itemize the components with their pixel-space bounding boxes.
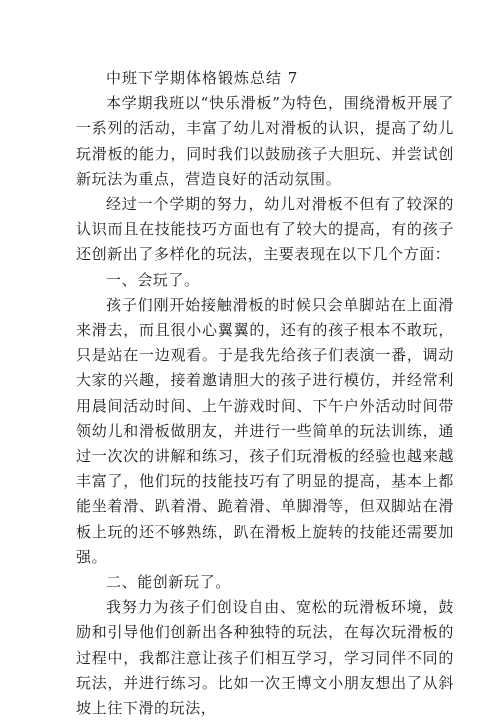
document-title: 中班下学期体格锻炼总结 7 [106, 69, 299, 87]
section-heading-2: 二、能创新玩了。 [106, 573, 231, 592]
paragraph-section-2: 我努力为孩子们创设自由、宽松的玩滑板环境，鼓励和引导他们创新出各种独特的玩法，在每次玩滑板的过程中，我都注意让孩子们相互学习，学习同伴不同的玩法，并进行练习。比如一次王博文小朋友想出了从斜坡上往下滑的玩法， [76, 598, 454, 718]
paragraph-section-1: 孩子们刚开始接触滑板的时候只会单脚站在上面滑来滑去，而且很小心翼翼的，还有的孩子根本不敢玩，只是站在一边观看。于是我先给孩子们表演一番，调动大家的兴趣，接着邀请胆大的孩子进行模仿，并经常利用晨间活动时间、上午游戏时间、下午户外活动时间带领幼儿和滑板做朋友，并进行一些简单的玩法训练，通过一次次的讲解和练习，孩子们玩滑板的经验也越来越丰富了，他们玩的技能技巧有了明显的提高，基本上都能坐着滑、趴着滑、跪着滑、单脚滑等，但双脚站在滑板上玩的还不够熟练，趴在滑板上旋转的技能还需要加强。 [76, 295, 454, 566]
paragraph-intro: 本学期我班以“快乐滑板”为特色，围绕滑板开展了一系列的活动，丰富了幼儿对滑板的认识，提高了幼儿玩滑板的能力，同时我们以鼓励孩子大胆玩、并尝试创新玩法为重点，营造良好的活动氛围。 [76, 94, 454, 188]
section-heading-1: 一、会玩了。 [106, 270, 200, 289]
paragraph-summary: 经过一个学期的努力，幼儿对滑板不但有了较深的认识而且在技能技巧方面也有了较大的提高，有的孩子还创新出了多样化的玩法，主要表现在以下几个方面： [76, 195, 454, 264]
